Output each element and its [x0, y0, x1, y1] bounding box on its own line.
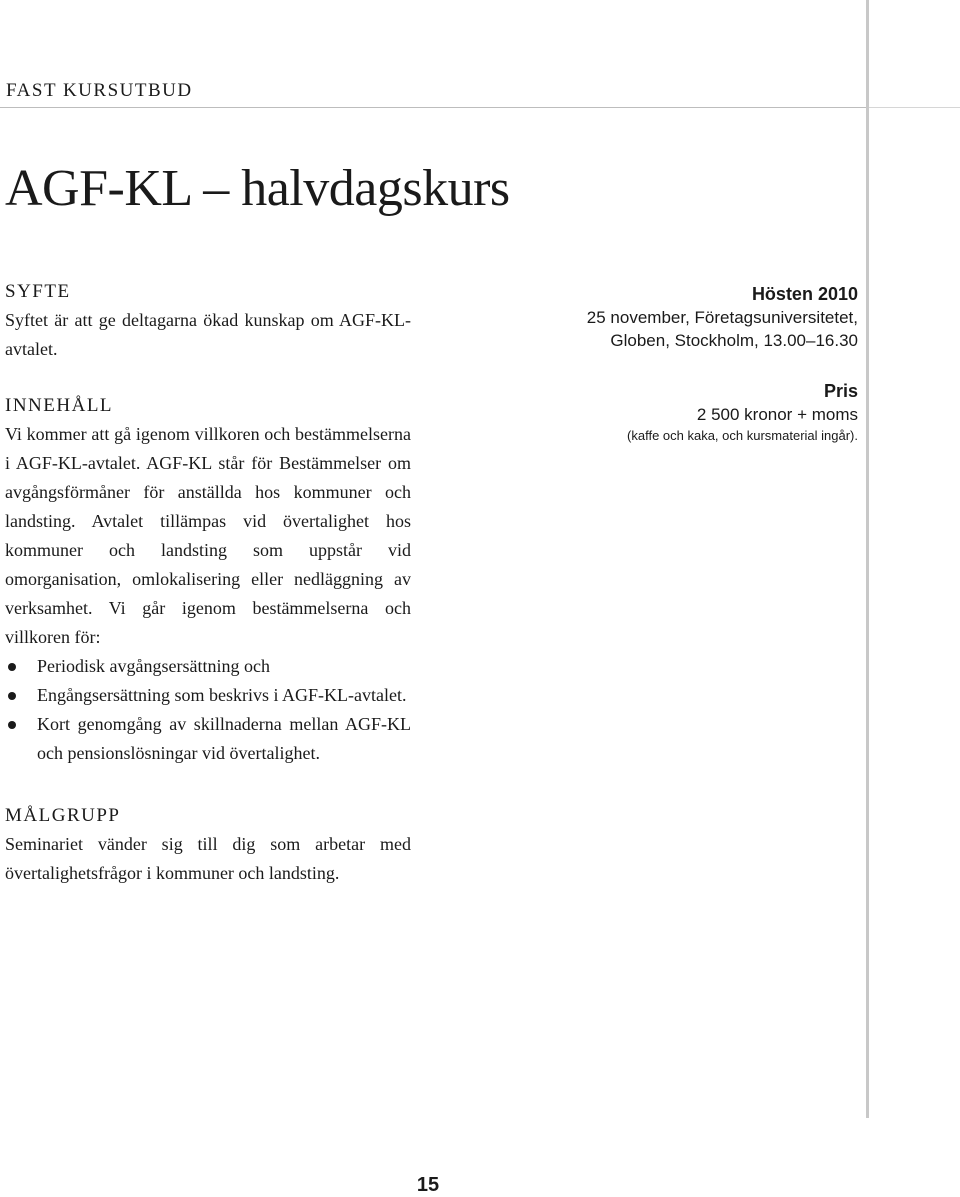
section-innehall [5, 392, 411, 768]
main-column [5, 278, 411, 888]
location-line: Globen, Stockholm, 13.00–16.30 [610, 331, 858, 350]
list-item: Engångsersättning som beskrivs i AGF-KL-avtalet. [5, 681, 411, 710]
price-heading: Pris [823, 381, 858, 401]
section-heading: MÅLGRUPP [5, 805, 121, 826]
list-item: Kort genomgång av skillnaderna mellan AGF-KL och pensionslösningar vid övertalighet. [5, 710, 411, 768]
section-syfte [5, 278, 411, 364]
section-heading: INNEHÅLL [5, 395, 114, 416]
section-malgrupp [5, 802, 411, 888]
price-note: (kaffe och kaka, och kursmaterial ingår). [627, 428, 858, 443]
bullet-icon [8, 721, 16, 729]
date-line: 25 november, Företagsuniversitetet, [586, 308, 858, 327]
section-heading: SYFTE [5, 281, 71, 302]
section-body: Seminariet vänder sig till dig som arbetar med övertalighetsfrågor i kommuner och landsting. [5, 834, 411, 883]
list-item: Periodisk avgångsersättning och [5, 652, 411, 681]
header-rule-right [869, 107, 960, 108]
section-body: Syftet är att ge deltagarna ökad kunskap om AGF-KL-avtalet. [5, 310, 411, 359]
content-bullet-list [5, 652, 411, 768]
page-number: 15 [416, 1174, 440, 1196]
date-heading: Hösten 2010 [751, 284, 858, 304]
page-title: AGF-KL – halvdagskurs [5, 160, 510, 217]
bullet-icon [8, 692, 16, 700]
section-body: Vi kommer att gå igenom villkoren och bestämmelserna i AGF-KL-avtalet. AGF-KL står för Bestämmelser om avgångsförmåner för anställda hos kommuner och landsting. Avtalet tillämpas vid övertalighet hos kommuner och landsting som uppstår vid omorganisation, omlokalisering eller nedläggning av verksamhet. Vi går igenom bestämmelserna och villkoren för: [5, 424, 411, 647]
header-rule [0, 107, 868, 108]
info-sidebar [540, 282, 858, 446]
bullet-icon [8, 663, 16, 671]
column-divider [866, 0, 869, 1118]
price-value: 2 500 kronor + moms [696, 405, 858, 424]
section-kicker: FAST KURSUTBUD [6, 80, 193, 101]
